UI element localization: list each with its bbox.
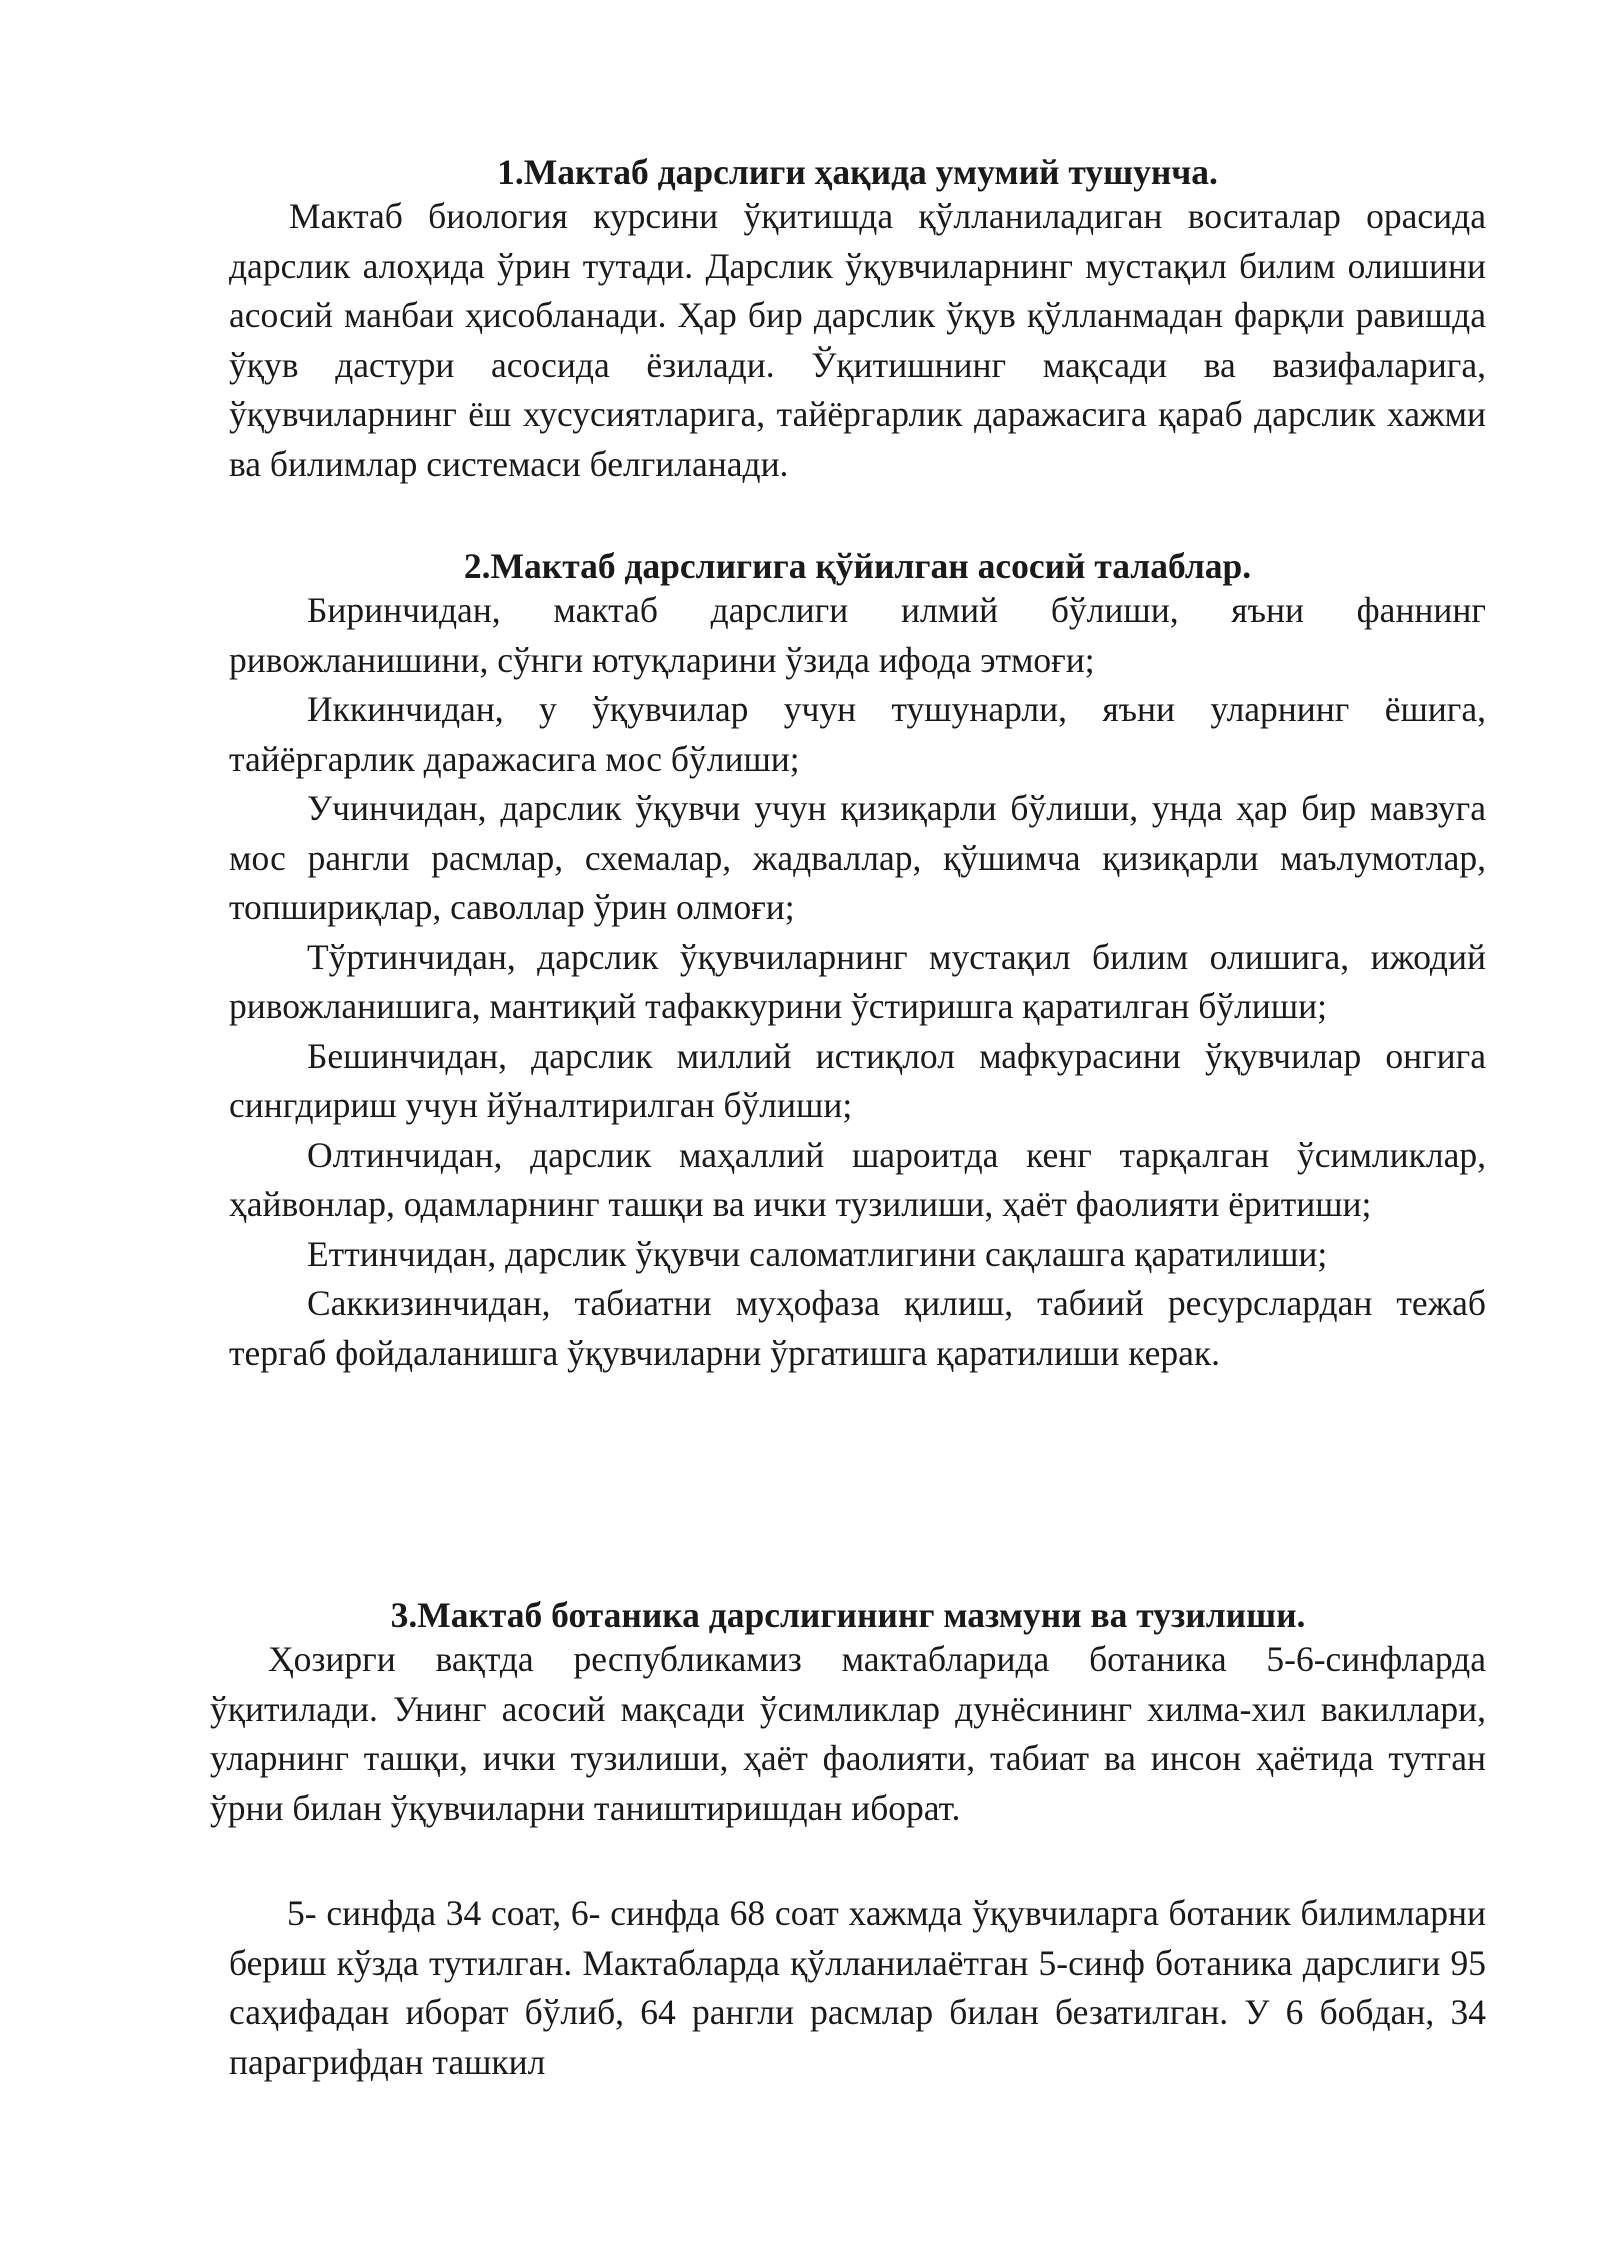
requirement-item: Тўртинчидан, дарслик ўқувчиларнинг мустақил билим олишига, ижодий ривожланишига, мантиқий тафаккурини ўстиришга қаратилган бўлиши;: [229, 936, 1486, 1026]
section-3: [210, 1595, 1486, 1833]
requirement-item: Еттинчидан, дарслик ўқувчи саломатлигини сақлашга қаратилиши;: [307, 1233, 1328, 1274]
section-3-paragraph-1: Ҳозирги вақтда республикамиз мактабларида ботаника 5-6-синфларда ўқитилади. Унинг асосий мақсади ўсимликлар дунёсининг хилма-хил вакиллари, уларнинг ташқи, ички тузилиши, ҳаёт фаолияти, табиат ва инсон ҳаётида тутган ўрни билан ўқувчиларни таништиришдан иборат.: [210, 1639, 1486, 1828]
requirement-item: Иккинчидан, у ўқувчилар учун тушунарли, яъни уларнинг ёшига, тайёргарлик даражасига мос бўлиши;: [229, 689, 1486, 779]
requirement-item: Саккизинчидан, табиатни муҳофаза қилиш, табиий ресурслардан тежаб тергаб фойдаланишга ўқувчиларни ўргатишга қаратилиши керак.: [229, 1283, 1486, 1373]
section-2-heading: 2.Мактаб дарслигига қўйилган асосий талаблар.: [463, 546, 1252, 586]
requirement-item: Биринчидан, мактаб дарслиги илмий бўлиши, яъни фаннинг ривожланишини, сўнги ютуқларини ўзида ифода этмоғи;: [229, 590, 1486, 680]
requirement-item: Олтинчидан, дарслик маҳаллий шароитда кенг тарқалган ўсимликлар, ҳайвонлар, одамларнинг ташқи ва ички тузилиши, ҳаёт фаолияти ёритиши;: [229, 1134, 1486, 1224]
section-1-heading: 1.Мактаб дарслиги ҳақида умумий тушунча.: [497, 152, 1218, 192]
section-3-continued: [229, 1889, 1486, 2087]
requirement-item: Бешинчидан, дарслик миллий истиқлол мафкурасини ўқувчилар онгига сингдириш учун йўналтирилган бўлиши;: [229, 1035, 1486, 1125]
section-1: [229, 152, 1486, 489]
section-2: [229, 546, 1486, 1378]
requirement-item: Учинчидан, дарслик ўқувчи учун қизиқарли бўлиши, унда ҳар бир мавзуга мос рангли расмлар, схемалар, жадваллар, қўшимча қизиқарли маълумотлар, топшириқлар, саволлар ўрин олмоғи;: [229, 788, 1486, 927]
section-3-paragraph-2: 5- синфда 34 соат, 6- синфда 68 соат хажмда ўқувчиларга ботаник билимларни бериш кўзда тутилган. Мактабларда қўлланилаётган 5-синф ботаника дарслиги 95 саҳифадан иборат бўлиб, 64 рангли расмлар билан безатилган. У 6 бобдан, 34 парагрифдан ташкил: [229, 1893, 1486, 2082]
section-1-paragraph: Мактаб биология курсини ўқитишда қўлланиладиган воситалар орасида дарслик алоҳида ўрин тутади. Дарслик ўқувчиларнинг мустақил билим олишини асосий манбаи ҳисобланади. Ҳар бир дарслик ўқув қўлланмадан фарқли равишда ўқув дастури асосида ёзилади. Ўқитишнинг мақсади ва вазифаларига, ўқувчиларнинг ёш хусусиятларига, тайёргарлик даражасига қараб дарслик хажми ва билимлар системаси белгиланади.: [229, 196, 1486, 484]
section-3-heading: 3.Мактаб ботаника дарслигининг мазмуни ва тузилиши.: [390, 1595, 1306, 1635]
